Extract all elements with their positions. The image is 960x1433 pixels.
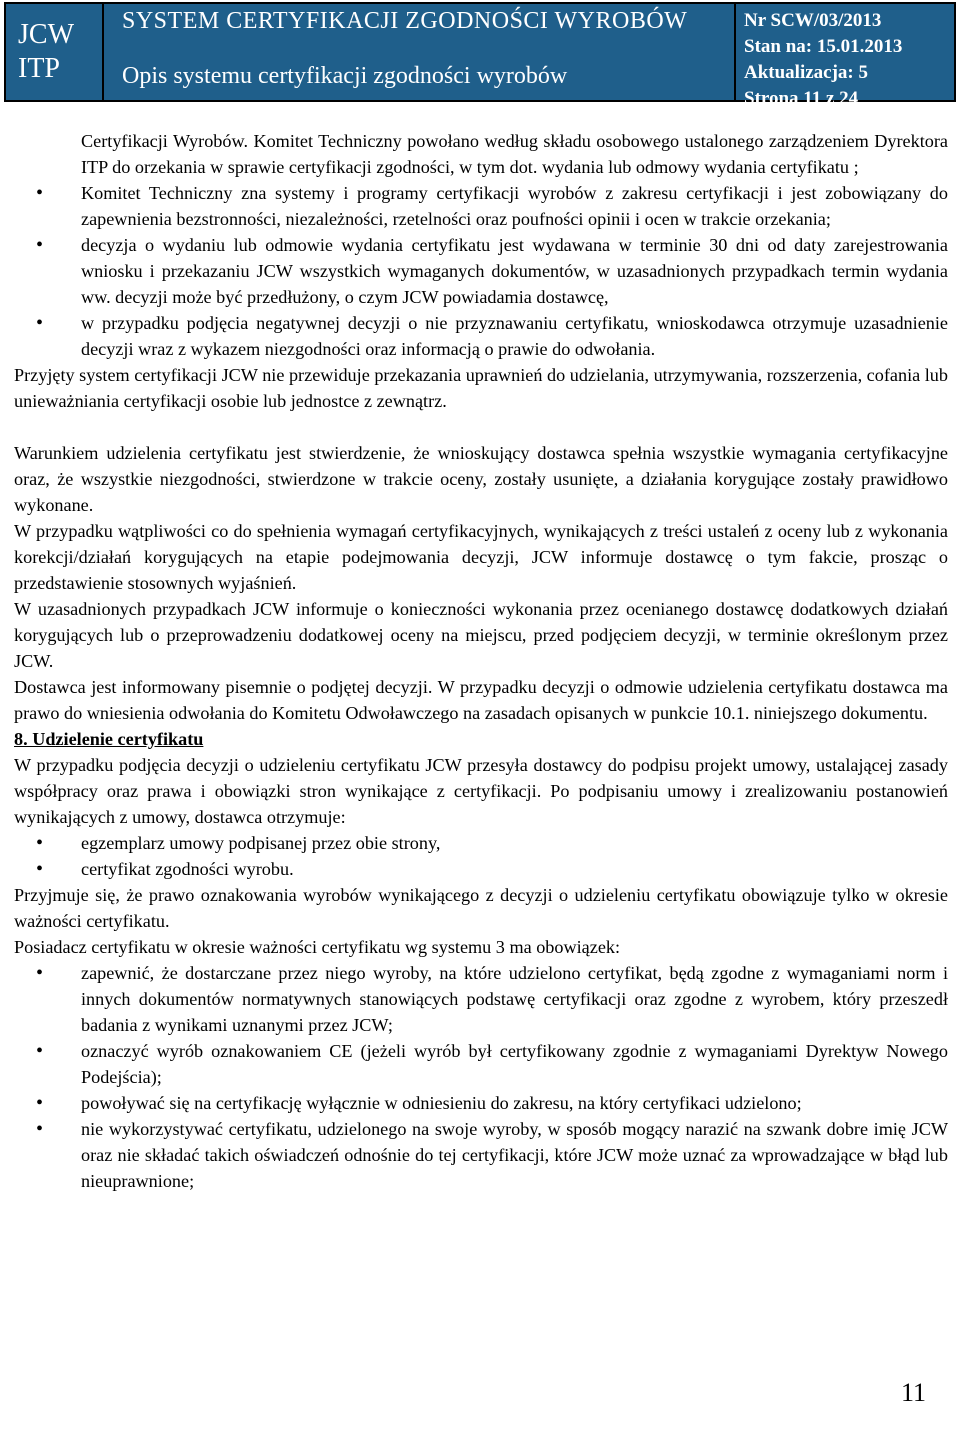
paragraph: Przyjmuje się, że prawo oznakowania wyrobów wynikającego z decyzji o udzieleniu certyfikatu obowiązuje tylko w okresie ważności certyfikatu. — [14, 885, 948, 931]
doc-page-of: Strona 11 z 24 — [744, 88, 859, 109]
org-logo-block — [6, 4, 104, 100]
list-item: • nie wykorzystywać certyfikatu, udzielonego na swoje wyroby, w sposób mogący narazić na szwank dobre imię JCW oraz nie składać takich oświadczeń odnośnie do tej certyfikacji, które JCW może uznać za wprowadzające w błąd lub nieuprawnione; — [14, 1116, 948, 1194]
document-title: SYSTEM CERTYFIKACJI ZGODNOŚCI WYROBÓW — [122, 8, 688, 34]
list-item: • w przypadku podjęcia negatywnej decyzji o nie przyznawaniu certyfikatu, wnioskodawca otrzymuje uzasadnienie decyzji wraz z wykazem niezgodności oraz informacją o prawie do odwołania. — [14, 310, 948, 362]
list-item: • powoływać się na certyfikację wyłącznie w odniesieniu do zakresu, na który certyfikaci udzielono; — [14, 1090, 948, 1116]
list-item: • oznaczyć wyrób oznakowaniem CE (jeżeli wyrób był certyfikowany zgodnie z wymaganiami Dyrektyw Nowego Podejścia); — [14, 1038, 948, 1090]
paragraph: Dostawca jest informowany pisemnie o podjętej decyzji. W przypadku decyzji o odmowie udzielenia certyfikatu dostawca ma prawo do wniesienia odwołania do Komitetu Odwoławczego na zasadach opisanych w punkcie 10.1. niniejszego dokumentu. — [14, 677, 948, 723]
list-item: • Komitet Techniczny zna systemy i programy certyfikacji wyrobów z zakresu certyfikacji i jest zobowiązany do zapewnienia bezstronności, niezależności, rzetelności oraz poufności opinii i ocen w trakcie orzekania; — [14, 180, 948, 232]
page-number: 11 — [900, 1378, 926, 1407]
doc-update: Aktualizacja: 5 — [744, 62, 869, 83]
header-title-block — [104, 4, 736, 100]
list-item: • certyfikat zgodności wyrobu. — [14, 856, 948, 882]
paragraph: W przypadku podjęcia decyzji o udzieleniu certyfikatu JCW przesyła dostawcy do podpisu projekt umowy, ustalającej zasady współpracy oraz prawa i obowiązki stron wynikające z certyfikacji. Po podpisaniu umowy i zrealizowaniu postanowień wynikających z umowy, dostawca otrzymuje: — [14, 755, 948, 827]
header-meta-block — [736, 4, 954, 109]
document-header — [4, 2, 956, 109]
section-heading: 8. Udzielenie certyfikatu — [14, 729, 204, 749]
paragraph: Przyjęty system certyfikacji JCW nie przewiduje przekazania uprawnień do udzielania, utrzymywania, rozszerzenia, cofania lub unieważniania certyfikacji osobie lub jednostce z zewnątrz. — [14, 365, 948, 411]
org-name-line2: ITP — [18, 53, 60, 84]
bullet-list-2 — [14, 830, 948, 882]
paragraph: W przypadku wątpliwości co do spełnienia wymagań certyfikacyjnych, wynikających z treści ustaleń z oceny lub z wykonania korekcji/działań korygujących na etapie podejmowania decyzji, JCW informuje dostawcę o tym fakcie, prosząc o przedstawienie stosownych wyjaśnień. — [14, 521, 948, 593]
list-item: • zapewnić, że dostarczane przez niego wyroby, na które udzielono certyfikat, będą zgodne z wymaganiami norm i innych dokumentów normatywnych stanowiących podstawę certyfikacji oraz zgodne z wyrobem, który przeszedł badania z wynikami uznanymi przez JCW; — [14, 960, 948, 1038]
doc-number: Nr SCW/03/2013 — [744, 10, 882, 31]
bullet-list-3 — [14, 960, 948, 1194]
intro-paragraph: Certyfikacji Wyrobów. Komitet Techniczny powołano według składu osobowego ustalonego zarządzeniem Dyrektora ITP do orzekania w sprawie certyfikacji zgodności, w tym dot. wydania lub odmowy wydania certyfikatu ; — [81, 131, 948, 177]
list-item: • decyzja o wydaniu lub odmowie wydania certyfikatu jest wydawana w terminie 30 dni od daty zarejestrowania wniosku i przekazaniu JCW wszystkich wymaganych dokumentów, w uzasadnionych przypadkach termin wydania ww. decyzji może być przedłużony, o czym JCW powiadamia dostawcę, — [14, 232, 948, 310]
paragraph: W uzasadnionych przypadkach JCW informuje o konieczności wykonania przez ocenianego dostawcę dodatkowych działań korygujących lub o przeprowadzeniu dodatkowej oceny na miejscu, przed podjęciem decyzji, w terminie określonym przez JCW. — [14, 599, 948, 671]
paragraph: Posiadacz certyfikatu w okresie ważności certyfikatu wg systemu 3 ma obowiązek: — [14, 937, 621, 957]
list-item: • egzemplarz umowy podpisanej przez obie strony, — [14, 830, 948, 856]
doc-state-date: Stan na: 15.01.2013 — [744, 36, 903, 57]
document-body — [14, 128, 948, 1194]
document-subtitle: Opis systemu certyfikacji zgodności wyrobów — [122, 63, 568, 89]
bullet-list-1 — [14, 180, 948, 362]
org-name-line1: JCW — [18, 19, 74, 50]
paragraph: Warunkiem udzielenia certyfikatu jest stwierdzenie, że wnioskujący dostawca spełnia wszystkie wymagania certyfikacyjne oraz, że wszystkie niezgodności, stwierdzone w trakcie oceny, zostały usunięte, a działania korygujące zostały prawidłowo wykonane. — [14, 443, 948, 515]
